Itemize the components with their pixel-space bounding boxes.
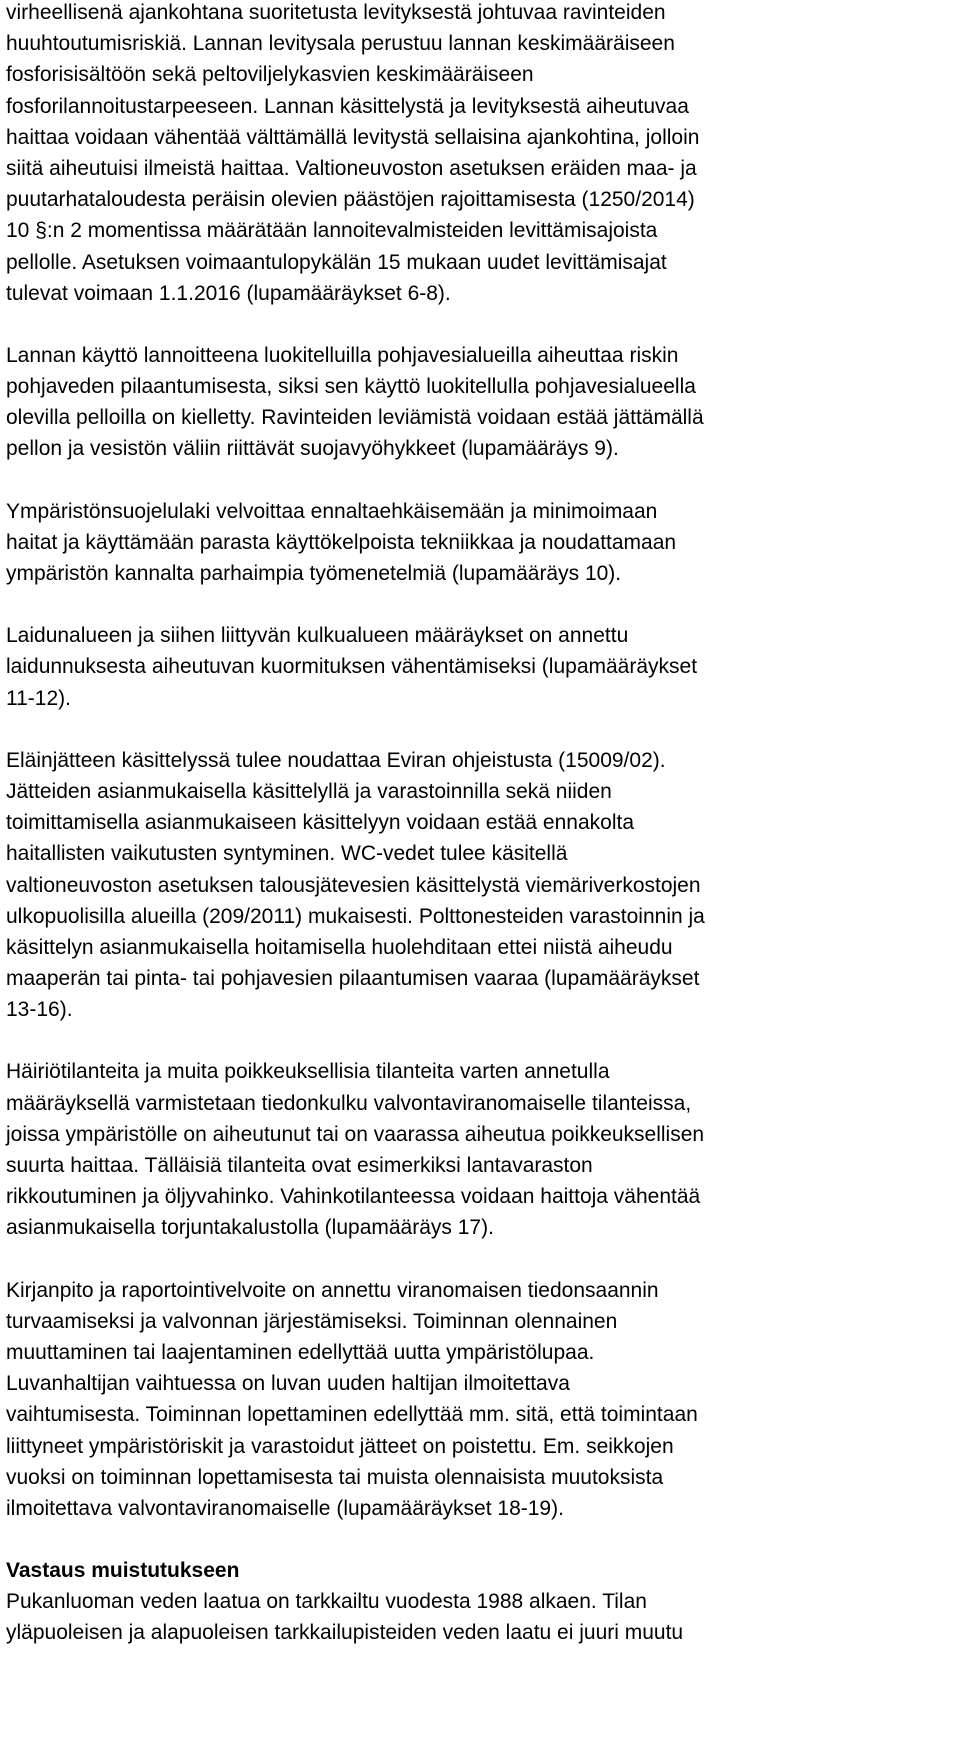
text-line: fosforisisältöön sekä peltoviljelykasvien keskimääräiseen xyxy=(6,63,534,87)
text-line: käsittelyn asianmukaisella hoitamisella huolehditaan ettei niistä aiheudu xyxy=(6,935,673,959)
text-line: siitä aiheutuisi ilmeistä haittaa. Valtioneuvoston asetuksen eräiden maa- ja xyxy=(6,156,697,180)
text-line: haitat ja käyttämään parasta käyttökelpoista tekniikkaa ja noudattamaan xyxy=(6,530,677,554)
paragraph-häiriötilanteet xyxy=(6,1056,954,1243)
text-line: Ympäristönsuojelulaki velvoittaa ennaltaehkäisemään ja minimoimaan xyxy=(6,499,658,523)
section-vastaus-muistutukseen xyxy=(6,1555,954,1649)
text-line: virheellisenä ajankohtana suoritetusta levityksestä johtuvaa ravinteiden xyxy=(6,1,666,24)
text-line: haittaa voidaan vähentää välttämällä levitystä sellaisina ajankohtina, jolloin xyxy=(6,125,700,149)
paragraph-lannan-levitys xyxy=(6,0,954,309)
section-heading: Vastaus muistutukseen xyxy=(6,1559,240,1583)
document-page xyxy=(6,0,954,1680)
text-line: pellon ja vesistön väliin riittävät suojavyöhykkeet (lupamääräys 9). xyxy=(6,437,619,461)
paragraph-kirjanpito xyxy=(6,1275,954,1525)
text-line: maaperän tai pinta- tai pohjavesien pilaantumisen vaaraa (lupamääräykset xyxy=(6,967,700,991)
text-line: haitallisten vaikutusten syntyminen. WC-vedet tulee käsitellä xyxy=(6,842,568,866)
paragraph-ympäristönsuojelulaki xyxy=(6,496,954,590)
text-line: turvaamiseksi ja valvonnan järjestämiseksi. Toiminnan olennainen xyxy=(6,1309,618,1333)
text-line: vaihtumisesta. Toiminnan lopettaminen edellyttää mm. sitä, että toimintaan xyxy=(6,1403,698,1427)
text-line: ilmoitettava valvontaviranomaiselle (lupamääräykset 18-19). xyxy=(6,1496,564,1520)
paragraph-eläinjäte xyxy=(6,745,954,1026)
text-line: Kirjanpito ja raportointivelvoite on annettu viranomaisen tiedonsaannin xyxy=(6,1278,659,1302)
text-line: laidunnuksesta aiheutuvan kuormituksen vähentämiseksi (lupamääräykset xyxy=(6,655,698,679)
text-line: asianmukaisella torjuntakalustolla (lupamääräys 17). xyxy=(6,1216,494,1240)
text-line: toimittamisella asianmukaiseen käsittelyyn voidaan estää ennakolta xyxy=(6,811,635,835)
text-line: 13-16). xyxy=(6,998,73,1022)
paragraph-pohjavesialueet xyxy=(6,340,954,465)
text-line: määräyksellä varmistetaan tiedonkulku valvontaviranomaiselle tilanteissa, xyxy=(6,1091,692,1115)
text-line: ulkopuolisilla alueilla (209/2011) mukaisesti. Polttonesteiden varastoinnin ja xyxy=(6,904,705,928)
text-line: muuttaminen tai laajentaminen edellyttää uutta ympäristölupaa. xyxy=(6,1340,595,1364)
text-line: 11-12). xyxy=(6,686,71,710)
text-line: olevilla pelloilla on kielletty. Ravinteiden leviämistä voidaan estää jättämällä xyxy=(6,406,704,430)
text-line: suurta haittaa. Tälläisiä tilanteita ovat esimerkiksi lantavaraston xyxy=(6,1154,593,1177)
text-line: tulevat voimaan 1.1.2016 (lupamääräykset 6-8). xyxy=(6,281,451,305)
text-line: fosforilannoitustarpeeseen. Lannan käsittelystä ja levityksestä aiheutuvaa xyxy=(6,94,689,118)
text-line: ympäristön kannalta parhaimpia työmenetelmiä (lupamääräys 10). xyxy=(6,562,622,585)
text-line: Eläinjätteen käsittelyssä tulee noudattaa Eviran ohjeistusta (15009/02). xyxy=(6,748,666,772)
text-line: huuhtoutumisriskiä. Lannan levitysala perustuu lannan keskimääräiseen xyxy=(6,32,675,56)
text-line: vuoksi on toiminnan lopettamisesta tai muista olennaisista muutoksista xyxy=(6,1465,664,1489)
paragraph-laidunalue xyxy=(6,620,954,714)
text-line: Pukanluoman veden laatua on tarkkailtu vuodesta 1988 alkaen. Tilan xyxy=(6,1590,647,1614)
text-line: yläpuoleisen ja alapuoleisen tarkkailupisteiden veden laatu ei juuri muutu xyxy=(6,1621,684,1645)
text-line: liittyneet ympäristöriskit ja varastoidut jätteet on poistettu. Em. seikkojen xyxy=(6,1434,674,1458)
text-line: Lannan käyttö lannoitteena luokitelluilla pohjavesialueilla aiheuttaa riskin xyxy=(6,343,679,367)
text-line: 10 §:n 2 momentissa määrätään lannoitevalmisteiden levittämisajoista xyxy=(6,219,658,243)
text-line: Häiriötilanteita ja muita poikkeuksellisia tilanteita varten annetulla xyxy=(6,1060,610,1084)
text-line: joissa ympäristölle on aiheutunut tai on vaarassa aiheutua poikkeuksellisen xyxy=(6,1122,705,1146)
text-line: Luvanhaltijan vaihtuessa on luvan uuden haltijan ilmoitettava xyxy=(6,1372,570,1396)
text-line: Laidunalueen ja siihen liittyvän kulkualueen määräykset on annettu xyxy=(6,624,629,648)
text-line: pohjaveden pilaantumisesta, siksi sen käyttö luokitellulla pohjavesialueella xyxy=(6,375,696,399)
text-line: pellolle. Asetuksen voimaantulopykälän 15 mukaan uudet levittämisajat xyxy=(6,250,667,274)
text-line: rikkoutuminen ja öljyvahinko. Vahinkotilanteessa voidaan haittoja vähentää xyxy=(6,1185,701,1209)
text-line: Jätteiden asianmukaisella käsittelyllä ja varastoinnilla sekä niiden xyxy=(6,779,612,803)
text-line: valtioneuvoston asetuksen talousjätevesien käsittelystä viemäriverkostojen xyxy=(6,873,701,897)
text-line: puutarhataloudesta peräisin olevien päästöjen rajoittamisesta (1250/2014) xyxy=(6,188,695,212)
